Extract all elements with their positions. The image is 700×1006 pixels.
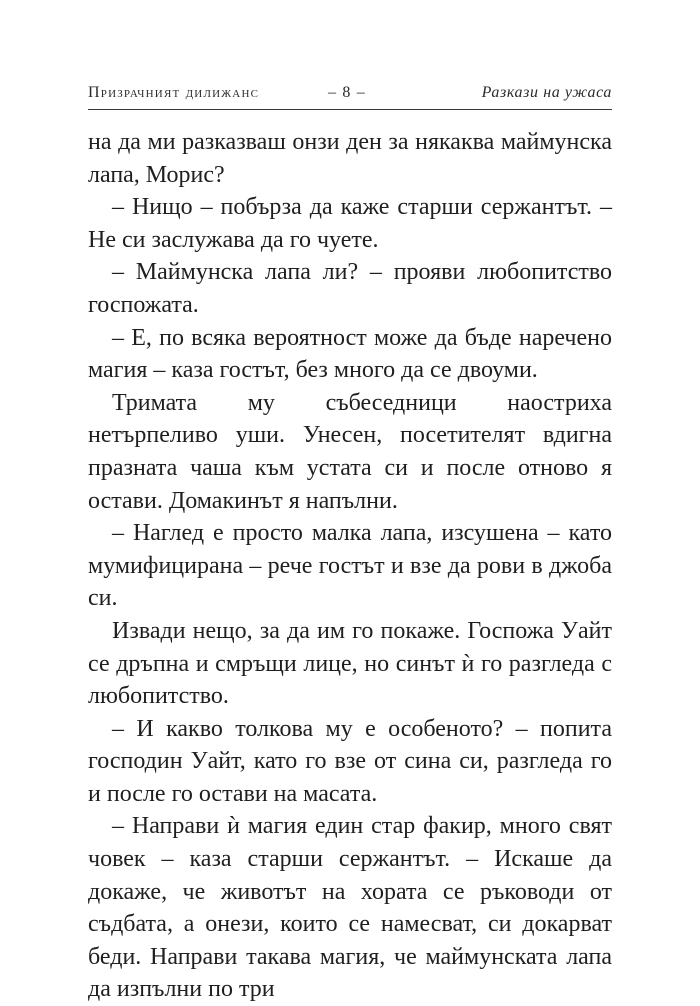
- paragraph: – Направи ѝ магия един стар факир, много свят човек – каза старши сержантът. – Искаше да докаже, че животът на хората се ръководи от съдбата, а онези, които се намесват, си докарват беди. Направи такава магия, че маймунската лапа да изпълни по три: [88, 813, 612, 1003]
- paragraph: Тримата му събеседници наостриха нетърпеливо уши. Унесен, посетителят вдигна празната чаша към устата си и после отново я остави. Домакинът я напълни.: [88, 389, 612, 514]
- paragraph: – Нищо – побърза да каже старши сержантът. – Не си заслужава да го чуете.: [88, 194, 612, 253]
- page-number: – 8 –: [328, 84, 366, 101]
- paragraph: – И какво толкова му е особеното? – попита господин Уайт, като го взе от сина си, разгледа го и после го остави на масата.: [88, 715, 612, 807]
- paragraph: – Маймунска лапа ли? – прояви любопитство госпожата.: [88, 259, 612, 318]
- paragraph: – Е, по всяка вероятност може да бъде наречено магия – каза гостът, без много да се двоуми.: [88, 324, 612, 384]
- body-text: [88, 126, 612, 1006]
- section-title: Разкази на ужаса: [481, 84, 612, 101]
- paragraph: на да ми разказваш онзи ден за някаква маймунска лапа, Морис?: [88, 129, 612, 188]
- running-head: [88, 84, 612, 108]
- paragraph: Извади нещо, за да им го покаже. Госпожа Уайт се дръпна и смръщи лице, но синът ѝ го разгледа с любопитство.: [88, 617, 612, 710]
- book-title: Призрачният дилижанс: [88, 84, 260, 101]
- paragraph: – Наглед е просто малка лапа, изсушена – като мумифицирана – рече гостът и взе да рови в джоба си.: [88, 520, 612, 612]
- header-rule: [88, 109, 612, 110]
